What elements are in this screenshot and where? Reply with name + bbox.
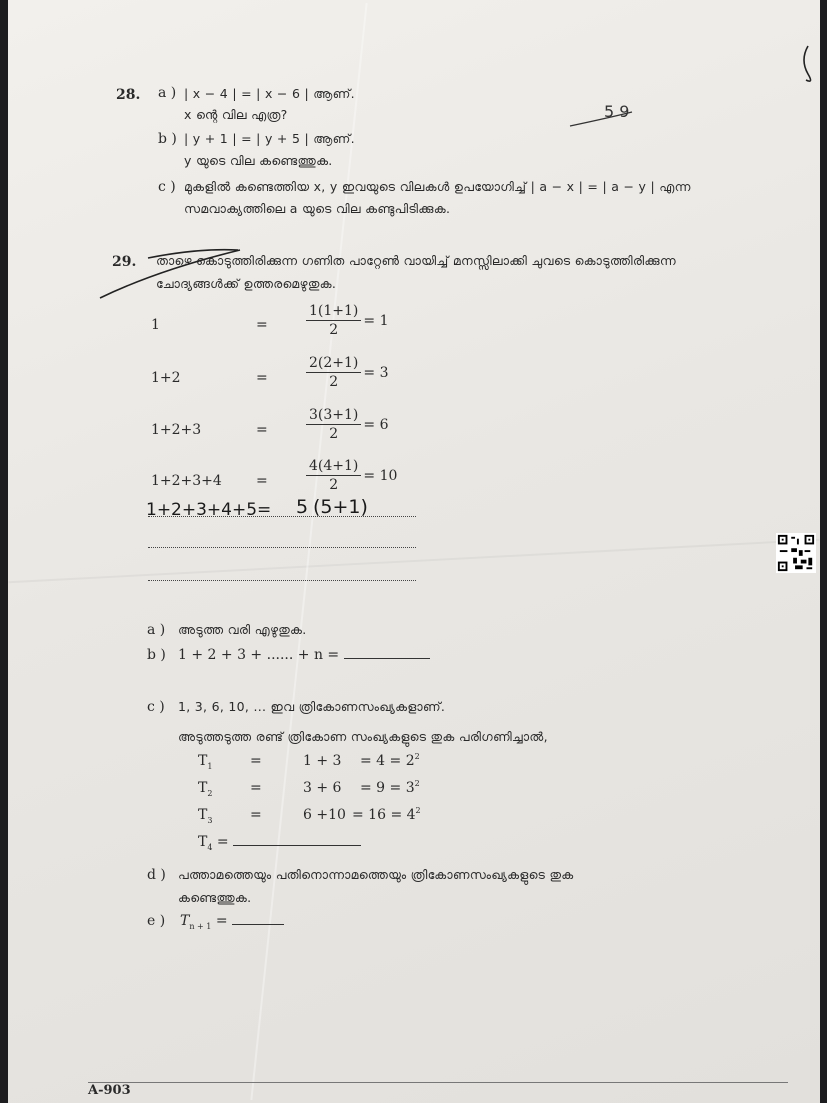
term-subscript: 4: [207, 843, 213, 852]
term-power: 2: [414, 752, 420, 761]
answer-dotted-line: [148, 547, 416, 548]
equals-sign: =: [250, 807, 262, 823]
q28-b-question: y യുടെ വില കണ്ടെത്തുക.: [184, 153, 333, 168]
part-label: a ): [147, 622, 166, 638]
equals-sign: =: [250, 753, 262, 769]
pattern-lhs: 1+2: [151, 370, 181, 386]
q29-d-line2: കണ്ടെത്തുക.: [178, 890, 252, 905]
equals-sign: =: [250, 780, 262, 796]
q29-a-text: അടുത്ത വരി എഴുതുക.: [178, 622, 307, 637]
pattern-lhs: 1+2+3: [151, 422, 202, 438]
paper-code: A-903: [88, 1083, 131, 1098]
answer-dotted-line: [148, 516, 416, 517]
term-subscript: 2: [207, 789, 213, 798]
fraction-denominator: 2: [329, 374, 339, 390]
footer-rule: [88, 1082, 788, 1083]
term-result: [360, 754, 420, 769]
handwritten-answer: (5+1): [313, 496, 368, 518]
term-value: = 9 = 3: [360, 780, 415, 796]
q28-b-equation: | y + 1 | = | y + 5 | ആണ്.: [184, 131, 355, 146]
fraction-result: = 10: [363, 467, 398, 484]
equals-sign: =: [256, 473, 268, 489]
pattern-lhs: 1: [151, 317, 160, 333]
part-label: e ): [147, 913, 166, 929]
pattern-fraction: [306, 407, 388, 442]
fraction-numerator: 2(2+1): [306, 355, 361, 373]
qr-code-image: [776, 533, 816, 573]
term-subscript: 1: [207, 762, 213, 771]
handwritten-note: 5 9: [604, 102, 630, 121]
q29-intro-line1: താഴെ കൊടുത്തിരിക്കുന്ന ഗണിത പാറ്റേൺ വായിച്ച് മനസ്സിലാക്കി ചുവടെ കൊടുത്തിരിക്കുന്ന: [156, 253, 676, 268]
pattern-fraction: [306, 303, 388, 338]
term-result: [352, 808, 421, 823]
part-label: b ): [147, 647, 166, 663]
answer-blank: [233, 845, 361, 846]
equals-sign: =: [215, 913, 228, 929]
q29-e-term: [180, 914, 284, 929]
term-symbol: T: [198, 834, 208, 850]
fraction-result: = 6: [363, 416, 389, 433]
term-expression: 3 + 6: [303, 780, 342, 796]
term-result: [360, 781, 420, 796]
q29-b-text: [178, 648, 430, 663]
q28-c-line1: മുകളിൽ കണ്ടെത്തിയ x, y ഇവയുടെ വിലകൾ ഉപയോഗിച്ച് | a − x | = | a − y | എന്ന: [184, 179, 691, 194]
pattern-lhs: 1+2+3+4: [151, 473, 222, 489]
pen-stroke: [804, 46, 811, 81]
fraction-denominator: 2: [329, 477, 339, 493]
handwritten-answer: 5: [296, 496, 309, 518]
q29-c-line2: അടുത്തടുത്ത രണ്ട് ത്രികോണ സംഖ്യകളുടെ തുക പരിഗണിച്ചാൽ,: [178, 729, 548, 744]
paper-fold: [9, 539, 820, 583]
equals-sign: =: [256, 422, 268, 438]
term-expression: 6 +10: [303, 807, 346, 823]
pattern-fraction: [306, 355, 388, 390]
q28-c-line2: സമവാക്യത്തിലെ a യുടെ വില കണ്ടുപിടിക്കുക.: [184, 201, 451, 216]
q29-d-line1: പത്താമത്തെയും പതിനൊന്നാമത്തെയും ത്രികോണസംഖ്യകളുടെ തുക: [178, 867, 574, 882]
term-symbol: T: [198, 780, 208, 796]
term-power: 2: [414, 779, 420, 788]
triangular-term: [198, 781, 212, 796]
triangular-term: [198, 835, 361, 850]
answer-dotted-line: [148, 580, 416, 581]
term-expression: 1 + 3: [303, 753, 342, 769]
term-value: = 16 = 4: [352, 807, 416, 823]
part-label: b ): [158, 131, 177, 147]
part-label: d ): [147, 867, 166, 883]
term-subscript: 3: [207, 816, 213, 825]
q29-intro-line2: ചോദ്യങ്ങൾക്ക് ഉത്തരമെഴുതുക.: [156, 276, 337, 291]
term-symbol: T: [198, 753, 208, 769]
exam-page: [8, 0, 820, 1103]
fraction-denominator: 2: [329, 426, 339, 442]
fraction-denominator: 2: [329, 322, 339, 338]
qr-code: [776, 533, 816, 573]
triangular-term: [198, 808, 212, 823]
term-subscript: n + 1: [189, 922, 212, 931]
q29-c-line1: 1, 3, 6, 10, ... ഇവ ത്രികോണസംഖ്യകളാണ്.: [178, 699, 446, 714]
answer-blank: [344, 658, 430, 659]
q28-a-question: x ന്റെ വില എത്ര?: [184, 107, 288, 122]
equals-sign: =: [256, 370, 268, 386]
equals-sign: =: [216, 834, 229, 850]
q29-b-expression: 1 + 2 + 3 + ...... + n =: [178, 647, 340, 663]
term-symbol: T: [180, 913, 190, 929]
term-power: 2: [415, 806, 421, 815]
fraction-result: = 3: [363, 364, 389, 381]
fraction-numerator: 1(1+1): [306, 303, 361, 321]
question-number: 29.: [112, 254, 137, 270]
term-symbol: T: [198, 807, 208, 823]
q28-a-equation: | x − 4 | = | x − 6 | ആണ്.: [184, 86, 355, 101]
pen-marks: [8, 0, 820, 1103]
equals-sign: =: [256, 317, 268, 333]
triangular-term: [198, 754, 212, 769]
term-value: = 4 = 2: [360, 753, 415, 769]
fraction-numerator: 3(3+1): [306, 407, 361, 425]
part-label: c ): [147, 699, 165, 715]
answer-blank: [232, 924, 284, 925]
part-label: a ): [158, 85, 177, 101]
pattern-fraction: [306, 458, 397, 493]
part-label: c ): [158, 179, 176, 195]
fraction-result: = 1: [363, 312, 389, 329]
handwritten-answer: 1+2+3+4+5=: [146, 500, 272, 520]
question-number: 28.: [116, 87, 141, 103]
fraction-numerator: 4(4+1): [306, 458, 361, 476]
